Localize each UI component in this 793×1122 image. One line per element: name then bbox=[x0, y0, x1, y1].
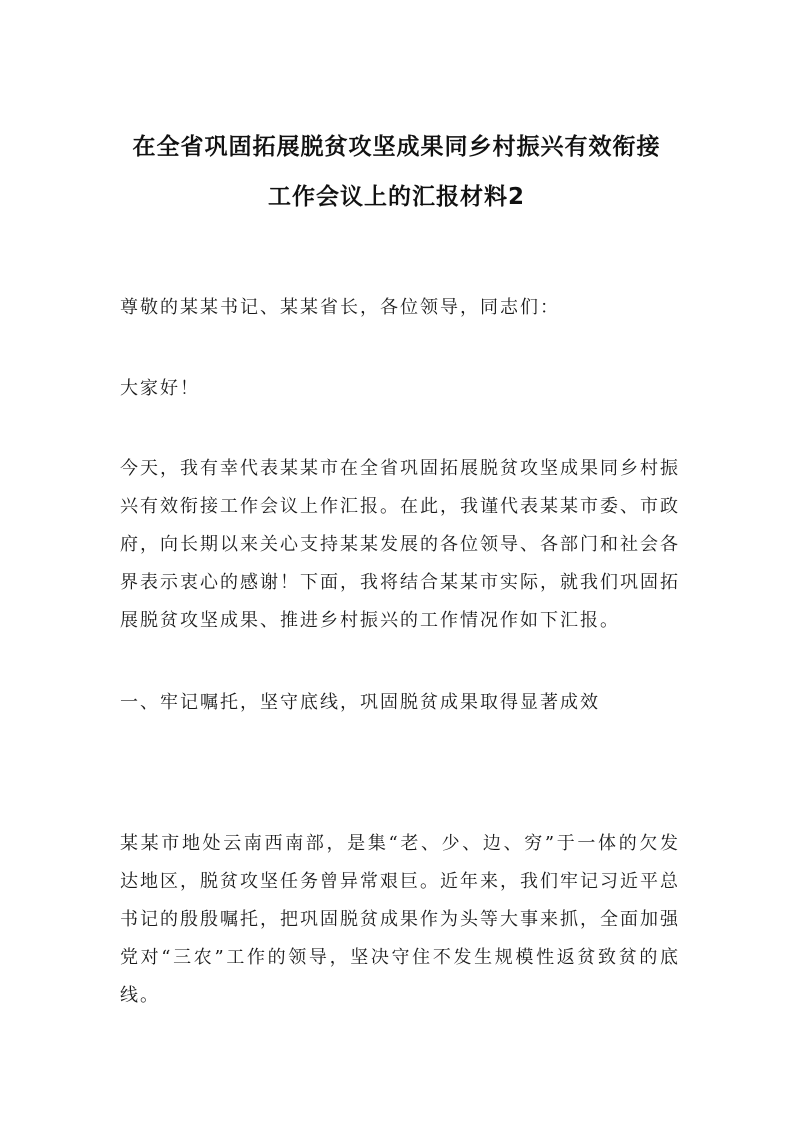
greeting-paragraph: 尊敬的某某书记、某某省长，各位领导，同志们： bbox=[120, 297, 560, 318]
hello-paragraph: 大家好！ bbox=[120, 378, 200, 399]
intro-paragraph: 今天，我有幸代表某某市在全省巩固拓展脱贫攻坚成果同乡村振兴有效衔接工作会议上作汇报。在此，我谨代表某某市委、市政府，向长期以来关心支持某某发展的各位领导、各部门和社会各界表示衷心的感谢！下面，我将结合某某市实际，就我们巩固拓展脱贫攻坚成果、推进乡村振兴的工作情况作如下汇报。 bbox=[120, 458, 680, 631]
document-title-line-1: 在全省巩固拓展脱贫攻坚成果同乡村振兴有效衔接 bbox=[132, 134, 661, 160]
document-title-line-2: 工作会议上的汇报材料2 bbox=[267, 184, 525, 210]
section-body-paragraph: 某某市地处云南西南部，是集“老、少、边、穷”于一体的欠发达地区，脱贫攻坚任务曾异常艰巨。近年来，我们牢记习近平总书记的殷殷嘱托，把巩固脱贫成果作为头等大事来抓，全面加强党对“三农”工作的领导，坚决守住不发生规模性返贫致贫的底线。 bbox=[120, 833, 680, 1006]
section-heading: 一、牢记嘱托，坚守底线，巩固脱贫成果取得显著成效 bbox=[120, 692, 600, 713]
